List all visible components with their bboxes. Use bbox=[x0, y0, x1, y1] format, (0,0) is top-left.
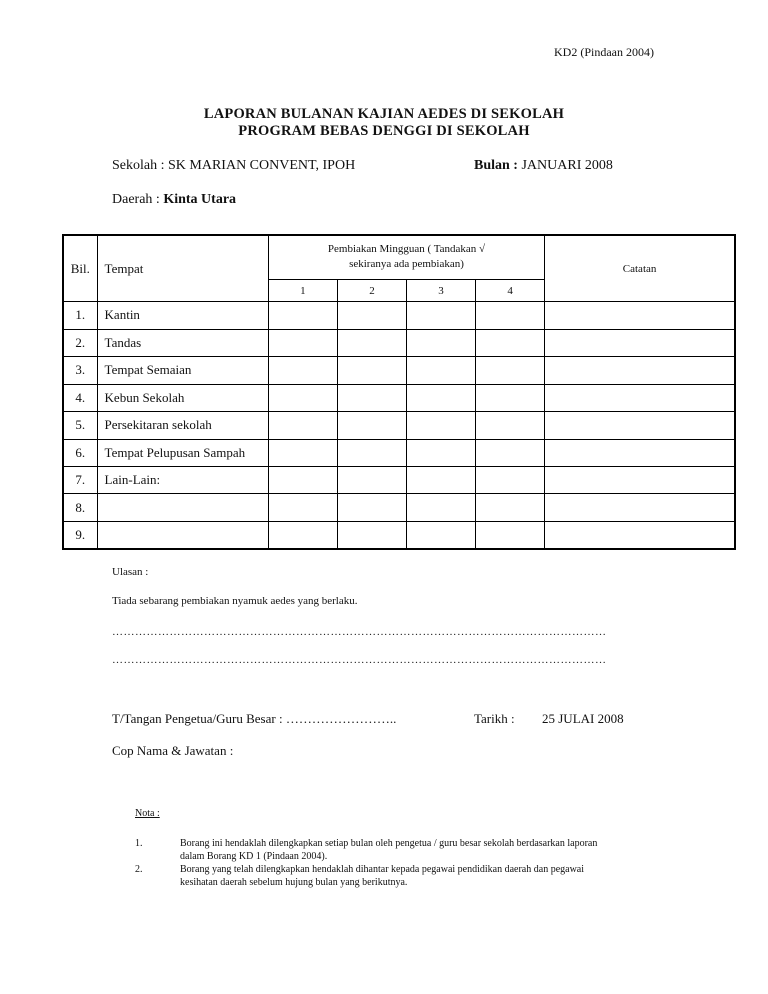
nota-item-2-number: 2. bbox=[135, 864, 143, 875]
tarikh-value: 25 JULAI 2008 bbox=[542, 711, 624, 726]
header-weekly-line1: Pembiakan Mingguan ( Tandakan √ bbox=[327, 243, 486, 256]
tarikh-label: Tarikh : bbox=[474, 711, 515, 726]
week-1-cell[interactable] bbox=[268, 412, 337, 439]
header-weekly-line2: sekiranya ada pembiakan) bbox=[349, 258, 464, 271]
header-week-3: 3 bbox=[406, 279, 475, 301]
row-bil: 9. bbox=[63, 521, 97, 549]
nota-label: Nota : bbox=[135, 808, 160, 819]
table-row bbox=[63, 329, 735, 356]
week-1-cell[interactable] bbox=[268, 467, 337, 494]
week-1-cell[interactable] bbox=[268, 439, 337, 466]
sekolah-value: SK MARIAN CONVENT, IPOH bbox=[168, 158, 356, 173]
week-4-cell[interactable] bbox=[476, 329, 545, 356]
catatan-cell[interactable] bbox=[545, 302, 735, 329]
row-tempat: Lain-Lain: bbox=[97, 467, 268, 494]
row-tempat: Kantin bbox=[97, 302, 268, 329]
ulasan-text: Tiada sebarang pembiakan nyamuk aedes yang berlaku. bbox=[112, 595, 358, 607]
nota-item-1-line1: Borang ini hendaklah dilengkapkan setiap bulan oleh pengetua / guru besar sekolah berdasarkan laporan bbox=[180, 838, 598, 849]
sekolah-field bbox=[112, 158, 355, 174]
week-2-cell[interactable] bbox=[337, 467, 406, 494]
week-3-cell[interactable] bbox=[406, 521, 475, 549]
week-1-cell[interactable] bbox=[268, 302, 337, 329]
nota-item-2 bbox=[180, 864, 680, 889]
catatan-cell[interactable] bbox=[545, 329, 735, 356]
table-row bbox=[63, 467, 735, 494]
nota-item-1 bbox=[180, 838, 680, 863]
week-4-cell[interactable] bbox=[476, 384, 545, 411]
nota-item-2-line2: kesihatan daerah sebelum hujung bulan yang berikutnya. bbox=[180, 876, 408, 888]
header-catatan: Catatan bbox=[545, 235, 735, 302]
week-2-cell[interactable] bbox=[337, 412, 406, 439]
week-3-cell[interactable] bbox=[406, 439, 475, 466]
header-week-4: 4 bbox=[476, 279, 545, 301]
week-1-cell[interactable] bbox=[268, 494, 337, 521]
ulasan-dotted-line-2: ………………………………………………………………………………………………………………… bbox=[112, 654, 607, 666]
breeding-table bbox=[62, 234, 736, 550]
catatan-cell[interactable] bbox=[545, 357, 735, 384]
row-tempat: Kebun Sekolah bbox=[97, 384, 268, 411]
nota-item-2-line1: Borang yang telah dilengkapkan hendaklah dihantar kepada pegawai pendidikan daerah dan pegawai bbox=[180, 864, 585, 875]
week-4-cell[interactable] bbox=[476, 412, 545, 439]
report-title: LAPORAN BULANAN KAJIAN AEDES DI SEKOLAH bbox=[203, 106, 565, 122]
row-tempat: Tempat Pelupusan Sampah bbox=[97, 439, 268, 466]
table-row bbox=[63, 302, 735, 329]
bulan-field bbox=[474, 158, 613, 174]
week-2-cell[interactable] bbox=[337, 521, 406, 549]
header-bil: Bil. bbox=[63, 235, 97, 302]
week-3-cell[interactable] bbox=[406, 302, 475, 329]
row-bil: 3. bbox=[63, 357, 97, 384]
ulasan-label: Ulasan : bbox=[112, 566, 149, 578]
week-3-cell[interactable] bbox=[406, 384, 475, 411]
table-row bbox=[63, 357, 735, 384]
week-3-cell[interactable] bbox=[406, 494, 475, 521]
daerah-label: Daerah : bbox=[112, 192, 160, 207]
week-3-cell[interactable] bbox=[406, 357, 475, 384]
table-row bbox=[63, 521, 735, 549]
week-2-cell[interactable] bbox=[337, 329, 406, 356]
week-2-cell[interactable] bbox=[337, 357, 406, 384]
row-tempat: Tempat Semaian bbox=[97, 357, 268, 384]
week-3-cell[interactable] bbox=[406, 412, 475, 439]
catatan-cell[interactable] bbox=[545, 384, 735, 411]
catatan-cell[interactable] bbox=[545, 439, 735, 466]
week-4-cell[interactable] bbox=[476, 494, 545, 521]
table-row bbox=[63, 439, 735, 466]
week-4-cell[interactable] bbox=[476, 302, 545, 329]
week-1-cell[interactable] bbox=[268, 521, 337, 549]
nota-item-1-number: 1. bbox=[135, 838, 143, 849]
catatan-cell[interactable] bbox=[545, 521, 735, 549]
signature-label: T/Tangan Pengetua/Guru Besar : …………………….. bbox=[112, 711, 397, 726]
bulan-label: Bulan : bbox=[474, 158, 518, 173]
row-bil: 2. bbox=[63, 329, 97, 356]
header-tempat: Tempat bbox=[97, 235, 268, 302]
table-row bbox=[63, 494, 735, 521]
daerah-field bbox=[112, 192, 236, 208]
week-2-cell[interactable] bbox=[337, 302, 406, 329]
week-1-cell[interactable] bbox=[268, 357, 337, 384]
bulan-value: JANUARI 2008 bbox=[521, 158, 613, 173]
daerah-value: Kinta Utara bbox=[163, 192, 237, 207]
ulasan-dotted-line-1: ………………………………………………………………………………………………………………… bbox=[112, 626, 607, 638]
row-tempat bbox=[97, 521, 268, 549]
week-2-cell[interactable] bbox=[337, 494, 406, 521]
row-bil: 4. bbox=[63, 384, 97, 411]
week-3-cell[interactable] bbox=[406, 329, 475, 356]
catatan-cell[interactable] bbox=[545, 467, 735, 494]
week-4-cell[interactable] bbox=[476, 521, 545, 549]
week-4-cell[interactable] bbox=[476, 439, 545, 466]
week-4-cell[interactable] bbox=[476, 357, 545, 384]
report-subtitle: PROGRAM BEBAS DENGGI DI SEKOLAH bbox=[238, 123, 530, 139]
row-bil: 8. bbox=[63, 494, 97, 521]
row-tempat: Tandas bbox=[97, 329, 268, 356]
week-3-cell[interactable] bbox=[406, 467, 475, 494]
cop-label: Cop Nama & Jawatan : bbox=[112, 743, 234, 758]
row-tempat bbox=[97, 494, 268, 521]
header-weekly-breeding bbox=[268, 235, 544, 279]
header-week-2: 2 bbox=[337, 279, 406, 301]
table-row bbox=[63, 412, 735, 439]
catatan-cell[interactable] bbox=[545, 494, 735, 521]
catatan-cell[interactable] bbox=[545, 412, 735, 439]
week-1-cell[interactable] bbox=[268, 384, 337, 411]
row-tempat: Persekitaran sekolah bbox=[97, 412, 268, 439]
sekolah-label: Sekolah : bbox=[112, 158, 165, 173]
table-row bbox=[63, 384, 735, 411]
week-1-cell[interactable] bbox=[268, 329, 337, 356]
header-week-1: 1 bbox=[268, 279, 337, 301]
week-4-cell[interactable] bbox=[476, 467, 545, 494]
row-bil: 5. bbox=[63, 412, 97, 439]
form-code: KD2 (Pindaan 2004) bbox=[554, 45, 654, 59]
nota-item-1-line2: dalam Borang KD 1 (Pindaan 2004). bbox=[180, 850, 328, 862]
row-bil: 6. bbox=[63, 439, 97, 466]
week-2-cell[interactable] bbox=[337, 384, 406, 411]
week-2-cell[interactable] bbox=[337, 439, 406, 466]
row-bil: 1. bbox=[63, 302, 97, 329]
row-bil: 7. bbox=[63, 467, 97, 494]
